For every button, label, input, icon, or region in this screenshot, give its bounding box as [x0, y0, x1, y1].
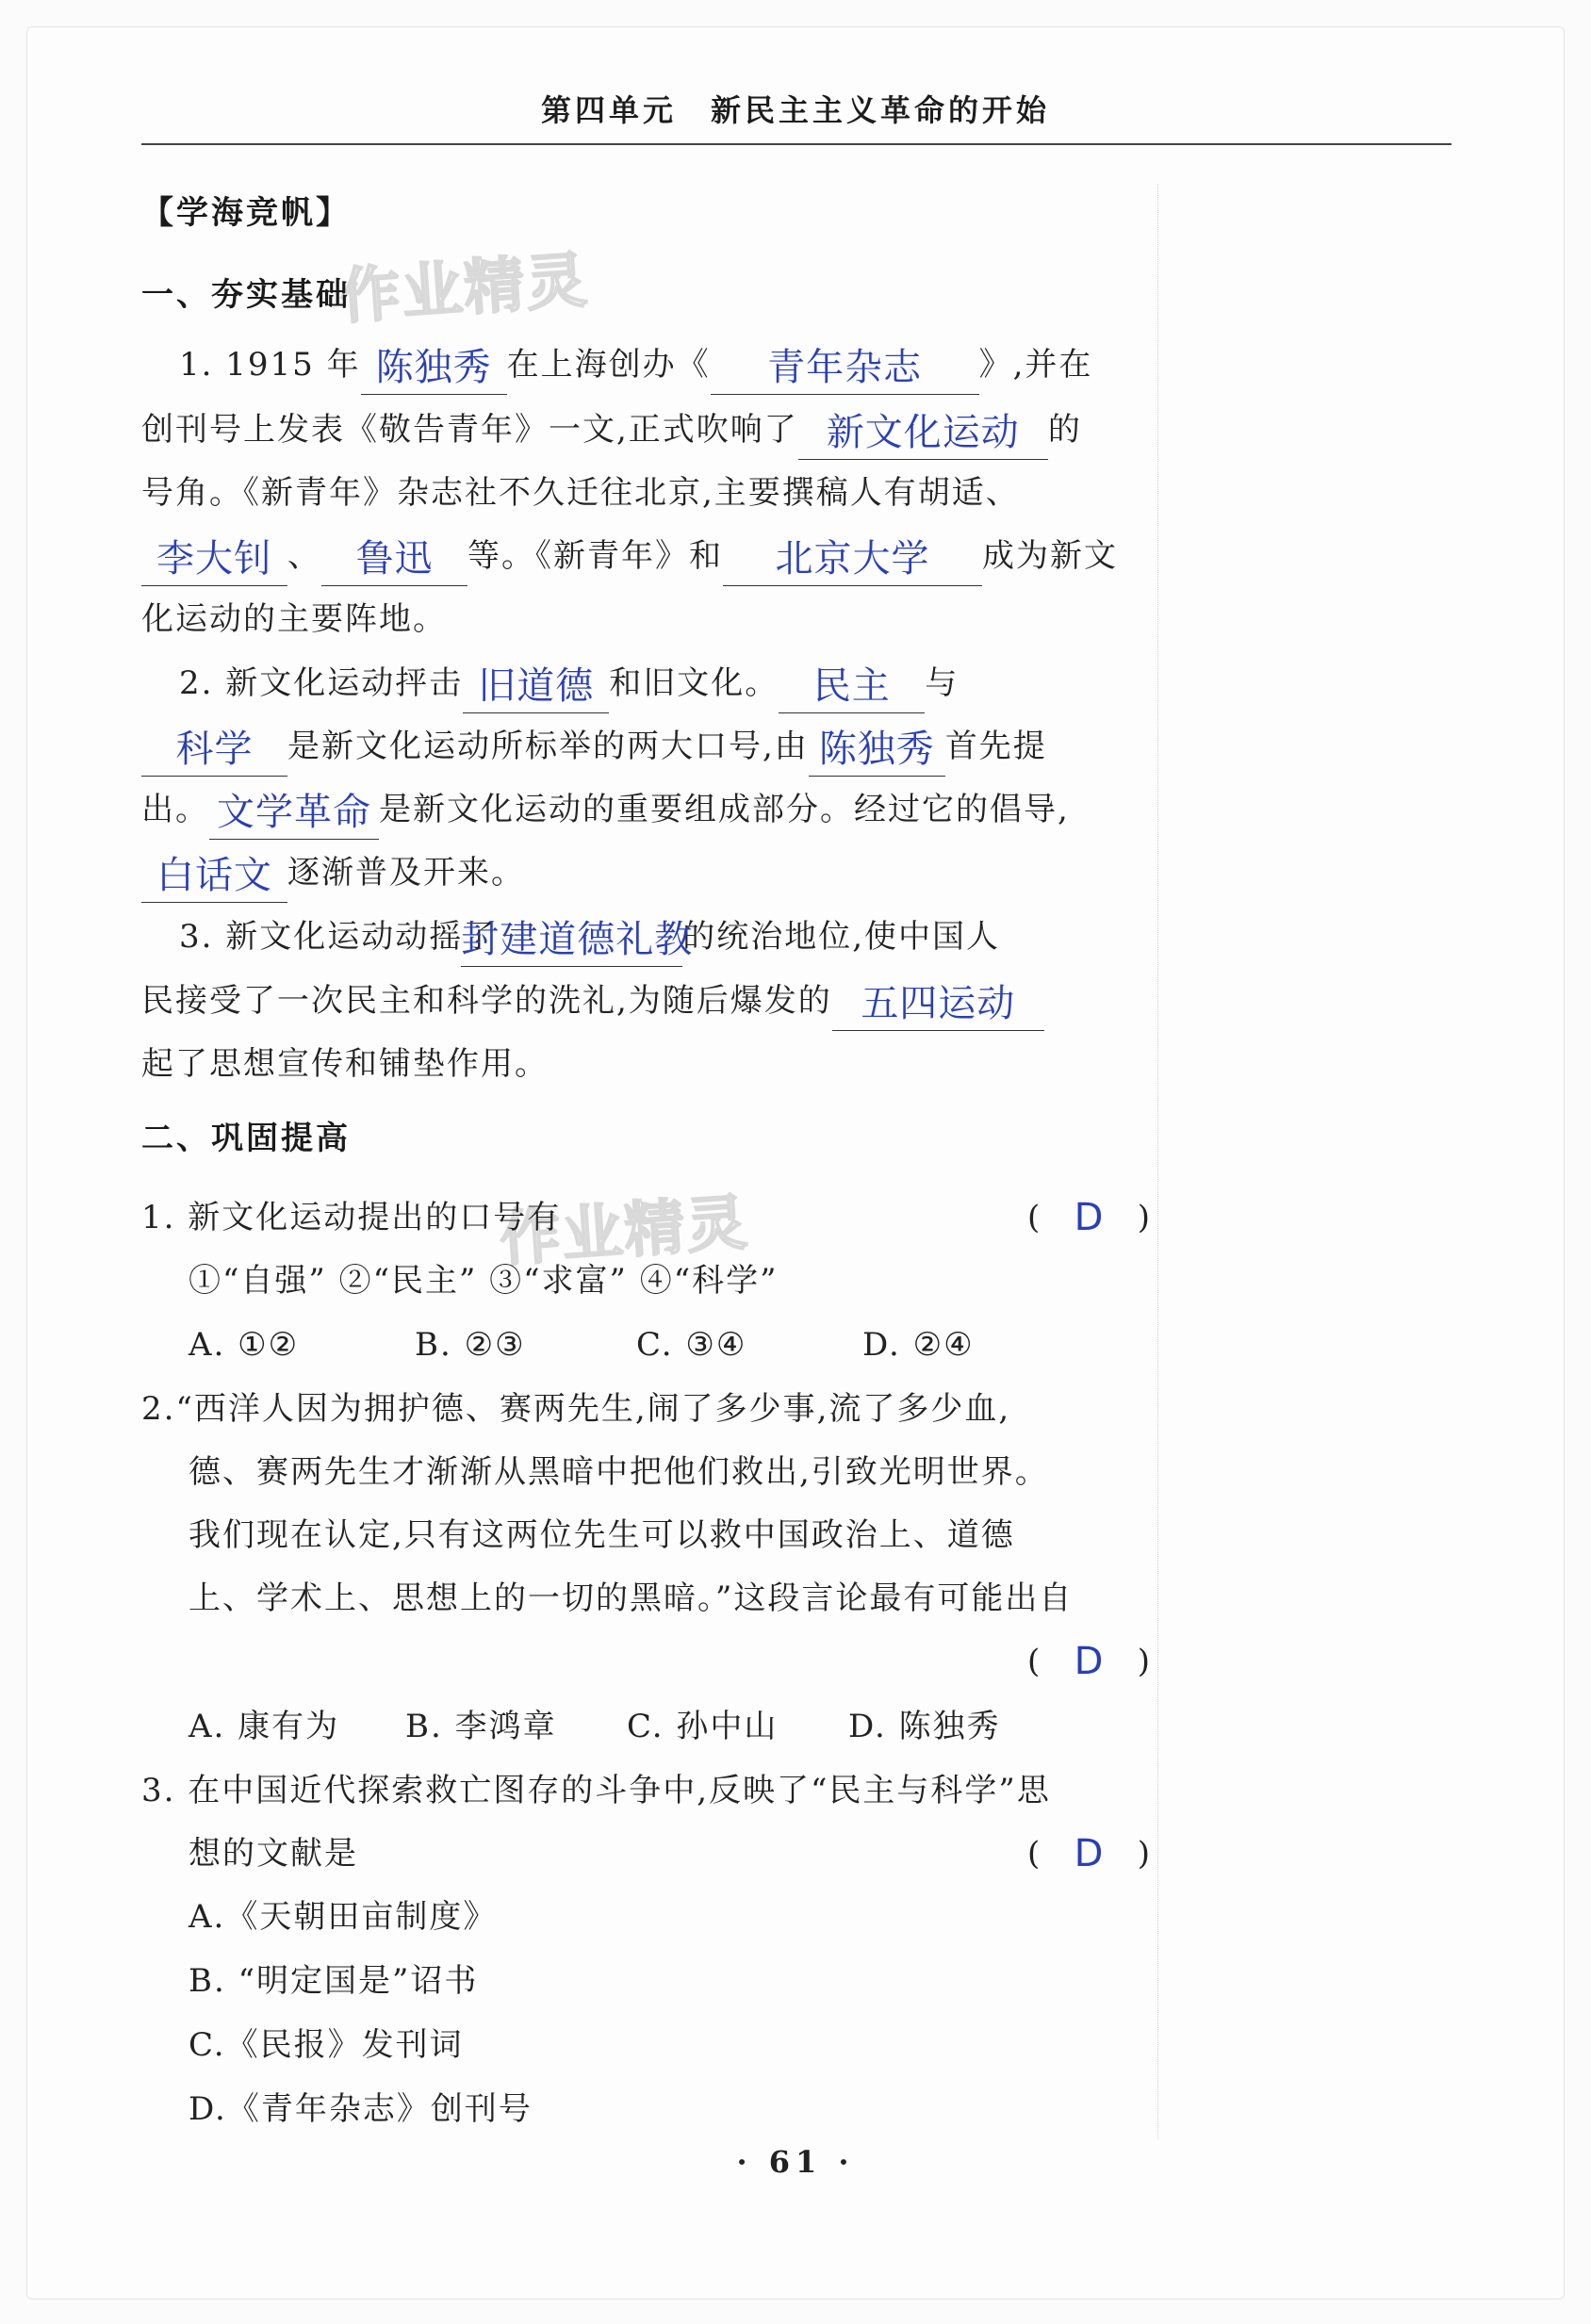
answer: 陈独秀: [375, 346, 492, 389]
answer: 新文化运动: [826, 411, 1020, 454]
answer: 科学: [175, 728, 254, 771]
answer: 旧道德: [478, 664, 595, 708]
choice2-stem-line3: 我们现在认定,只有这两位先生可以救中国政治上、道德: [189, 1516, 1015, 1554]
choice2-stem-line4: 上、学术上、思想上的一切的黑暗。”这段言论最有可能出自: [189, 1579, 1074, 1617]
choice3-option-d[interactable]: D.《青年杂志》创刊号: [189, 2090, 533, 2128]
answer: 封建道德礼教: [461, 918, 694, 961]
section1-heading: 一、夯实基础: [141, 276, 351, 314]
watermark: 作业精灵: [498, 1187, 751, 1276]
option-b[interactable]: B. ②③: [415, 1326, 526, 1364]
choice2-stem-line1: 2.“西洋人因为拥护德、赛两先生,闹了多少事,流了多少血,: [141, 1390, 1011, 1428]
answer: 北京大学: [775, 537, 930, 581]
option-d[interactable]: D. ②④: [862, 1326, 975, 1364]
answer: 文学革命: [217, 791, 371, 834]
choice3-option-b[interactable]: B. “明定国是”诏书: [189, 1962, 479, 2000]
choice3-option-c[interactable]: C.《民报》发刊词: [189, 2026, 464, 2064]
answer: D: [1074, 1640, 1104, 1683]
unit-header: [0, 87, 1591, 130]
fill-q3-line1: 3. 新文化运动动摇了 封建道德礼教 的统治地位,使中国人: [179, 907, 1150, 967]
fill-q1-line3: 号角。《新青年》杂志社不久迁往北京,主要撰稿人有胡适、: [141, 474, 1020, 512]
answer: D: [1074, 1832, 1104, 1875]
fill-q1-line5: 化运动的主要阵地。: [141, 600, 447, 638]
page-number: · 61 ·: [736, 2144, 855, 2180]
fill-q1-line1: 1. 1915 年 陈独秀 在上海创办《 青年杂志 》,并在: [179, 335, 1150, 395]
fill-q3-line2: 民接受了一次民主和科学的洗礼,为随后爆发的 五四运动: [141, 971, 1140, 1031]
header-rule: [141, 143, 1452, 145]
choice1-options: [189, 1315, 1188, 1375]
fill-q2-line3: 出。 文学革命 是新文化运动的重要组成部分。经过它的倡导,: [141, 779, 1140, 840]
choice2-options: [189, 1696, 1188, 1757]
fill-q2-line4: 白话文 逐渐普及开来。: [141, 843, 1140, 903]
unit-number: 第四单元: [540, 92, 677, 128]
choice1-stem: 1. 新文化运动提出的口号有: [141, 1199, 562, 1236]
section-main-heading: 【学海竞帆】: [141, 194, 351, 232]
fill-q2-line1: 2. 新文化运动抨击 旧道德 和旧文化。 民主 与: [179, 653, 1150, 713]
choice3-stem-line1: 3. 在中国近代探索救亡图存的斗争中,反映了“民主与科学”思: [141, 1772, 1051, 1809]
answer: 五四运动: [861, 982, 1016, 1025]
answer: 陈独秀: [818, 728, 935, 771]
fill-q3-line3: 起了思想宣传和铺垫作用。: [141, 1045, 549, 1083]
answer: 民主: [812, 664, 891, 708]
answer: 李大钊: [156, 537, 272, 581]
fill-q2-line2: 科学 是新文化运动所标举的两大口号,由 陈独秀 首先提: [141, 716, 1140, 777]
choice3-stem-line2: 想的文献是: [189, 1835, 358, 1873]
answer: D: [1074, 1196, 1104, 1239]
fill-q1-line4: 李大钊 、 鲁迅 等。《新青年》和 北京大学 成为新文: [141, 526, 1140, 586]
option-b[interactable]: B. 李鸿章: [405, 1708, 557, 1745]
answer: 白话文: [156, 854, 272, 897]
option-a[interactable]: A. ①②: [189, 1326, 300, 1364]
section2-heading: 二、巩固提高: [141, 1120, 351, 1157]
choice1-sub: ①“自强” ②“民主” ③“求富” ④“科学”: [189, 1262, 779, 1300]
option-a[interactable]: A. 康有为: [189, 1708, 340, 1745]
unit-title: 新民主主义革命的开始: [711, 92, 1051, 128]
option-d[interactable]: D. 陈独秀: [848, 1708, 1001, 1745]
fill-q1-line2: 创刊号上发表《敬告青年》一文,正式吹响了 新文化运动 的: [141, 400, 1140, 460]
answer: 鲁迅: [355, 537, 434, 581]
option-c[interactable]: C. 孙中山: [627, 1708, 779, 1745]
choice3-option-a[interactable]: A.《天朝田亩制度》: [189, 1898, 498, 1936]
choice2-stem-line2: 德、赛两先生才渐渐从黑暗中把他们救出,引致光明世界。: [189, 1453, 1049, 1491]
watermark: 作业精灵: [337, 245, 591, 334]
option-c[interactable]: C. ③④: [636, 1326, 747, 1364]
answer: 青年杂志: [767, 346, 923, 389]
